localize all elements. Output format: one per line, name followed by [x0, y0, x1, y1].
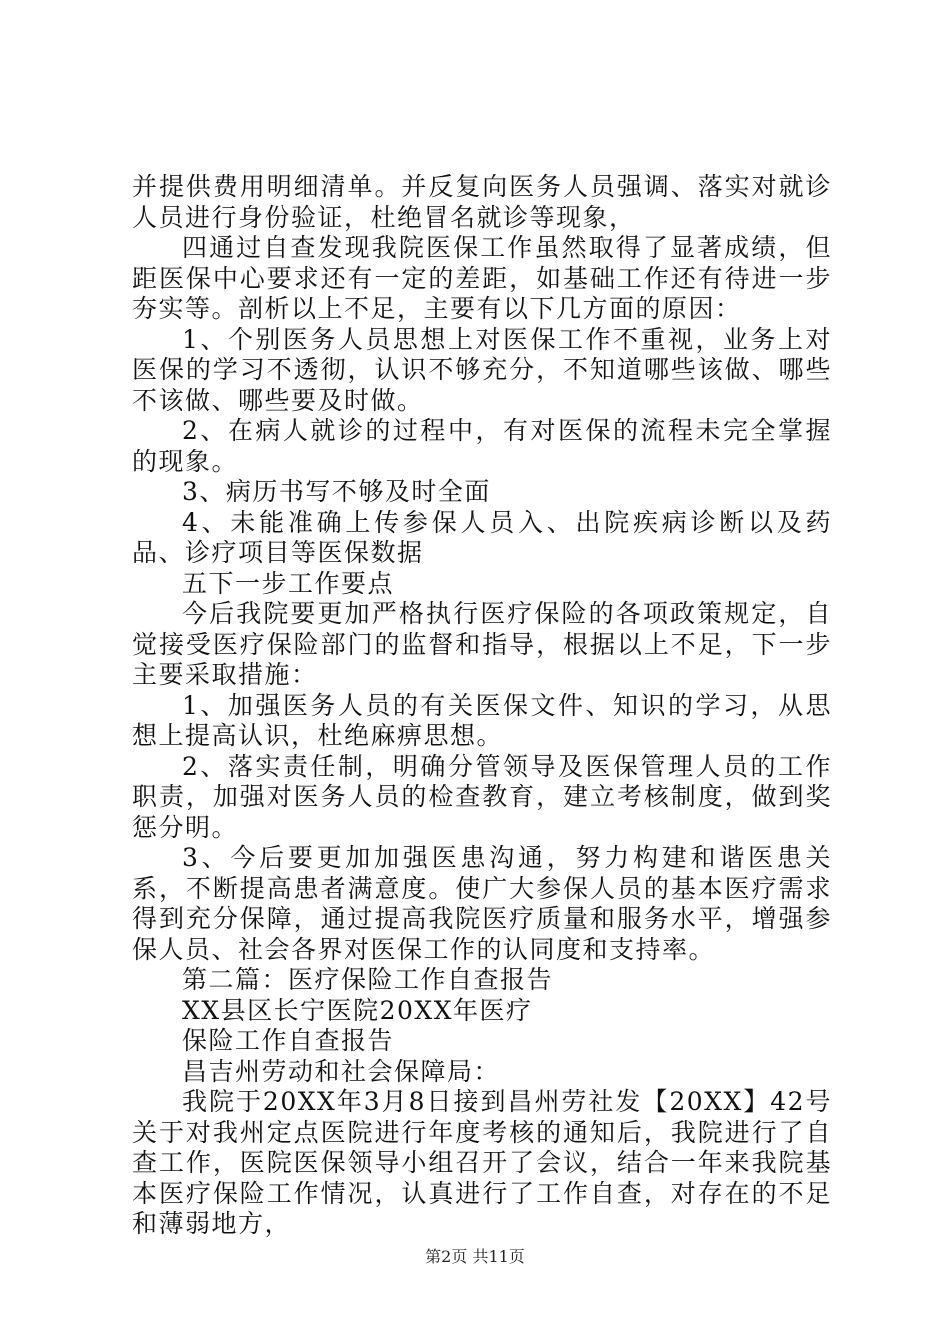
page-number-footer: 第2页 共11页	[425, 1247, 525, 1266]
paragraph-reason-2: 2、在病人就诊的过程中，有对医保的流程未完全掌握的现象。	[132, 416, 832, 476]
paragraph-report-body: 我院于20XX年3月8日接到昌州劳社发【20XX】42号关于对我州定点医院进行年度考核的通知后，我院进行了自查工作，医院医保领导小组召开了会议，结合一年来我院基本医疗保险工作情况，认真进行了工作自查，对存在的不足和薄弱地方，	[132, 1087, 832, 1238]
paragraph-reason-1: 1、个别医务人员思想上对医保工作不重视，业务上对医保的学习不透彻，认识不够充分，不知道哪些该做、哪些不该做、哪些要及时做。	[132, 324, 832, 415]
paragraph-section-four: 四通过自查发现我院医保工作虽然取得了显著成绩，但距医保中心要求还有一定的差距，如基础工作还有待进一步夯实等。剖析以上不足，主要有以下几方面的原因：	[132, 233, 832, 323]
paragraph-measure-2: 2、落实责任制，明确分管领导及医保管理人员的工作职责，加强对医务人员的检查教育，建立考核制度，做到奖惩分明。	[132, 751, 832, 842]
paragraph-measure-1: 1、加强医务人员的有关医保文件、知识的学习，从思想上提高认识，杜绝麻痹思想。	[132, 690, 832, 750]
paragraph-measure-3: 3、今后要更加加强医患沟通，努力构建和谐医患关系，不断提高患者满意度。使广大参保人员的基本医疗需求得到充分保障，通过提高我院医疗质量和服务水平，增强参保人员、社会各界对医保工作的认同度和支持率。	[132, 843, 832, 964]
paragraph-part-two-heading: 第二篇：医疗保险工作自查报告	[182, 965, 554, 994]
paragraph-report-title-line-1: XX县区长宁医院20XX年医疗	[182, 995, 533, 1025]
document-body	[132, 172, 832, 1240]
paragraph-section-five-heading: 五下一步工作要点	[182, 568, 395, 598]
paragraph-reason-4: 4、未能准确上传参保人员入、出院疾病诊断以及药品、诊疗项目等医保数据	[132, 507, 832, 567]
paragraph-continuation: 并提供费用明细清单。并反复向医务人员强调、落实对就诊人员进行身份验证，杜绝冒名就诊等现象，	[132, 172, 832, 232]
paragraph-report-title-line-2: 保险工作自查报告	[182, 1026, 395, 1055]
paragraph-addressee: 昌吉州劳动和社会保障局：	[182, 1056, 501, 1086]
paragraph-measures-intro: 今后我院要更加严格执行医疗保险的各项政策规定，自觉接受医疗保险部门的监督和指导，根据以上不足，下一步主要采取措施：	[132, 599, 832, 689]
paragraph-reason-3: 3、病历书写不够及时全面	[182, 477, 491, 506]
